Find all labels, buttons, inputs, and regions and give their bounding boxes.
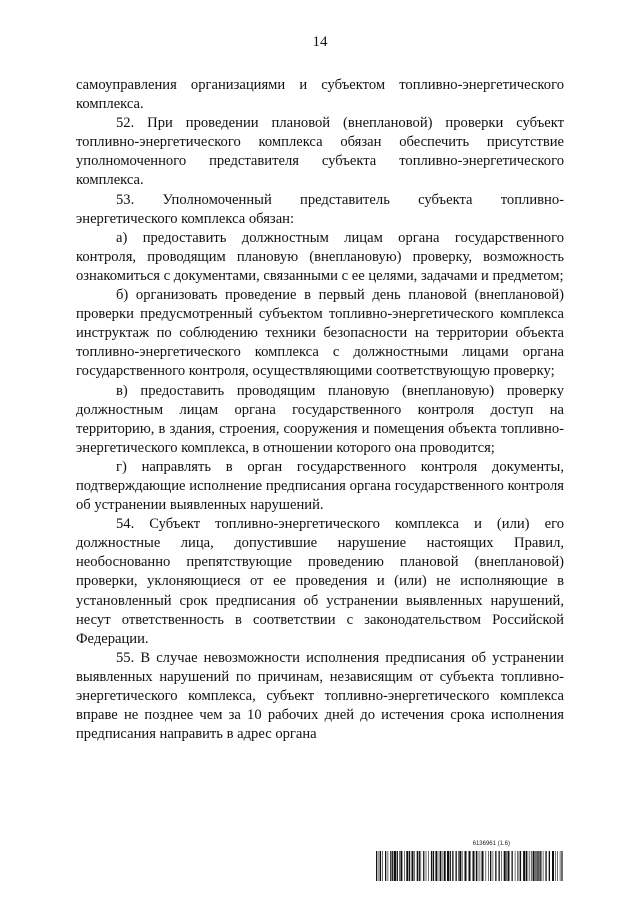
- barcode-bar: [442, 851, 443, 881]
- barcode-bar: [392, 851, 393, 881]
- page-number: 14: [312, 34, 328, 50]
- barcode-bar: [458, 851, 459, 881]
- barcode-bar: [555, 851, 556, 881]
- barcode-bar: [444, 851, 446, 881]
- paragraph-53-v: в) предоставить проводящим плановую (внеплановую) проверку должностным лицам органа государственного контроля доступ на территорию, в здания, строения, сооружения и помещения объекта топливно-энергетического комплекса, в отношении которого она проводится;: [76, 382, 564, 456]
- paragraph-53-g: г) направлять в орган государственного контроля документы, подтверждающие исполнение предписания органа государственного контроля об устранении выявленных нарушений.: [76, 458, 564, 514]
- barcode-bar: [435, 851, 437, 881]
- barcode-bar: [399, 851, 400, 881]
- barcode-bar: [421, 851, 422, 881]
- barcode-bar: [447, 851, 449, 881]
- barcode-bar: [552, 851, 554, 881]
- barcode-bar: [545, 851, 546, 881]
- barcode-bar: [450, 851, 451, 881]
- barcode-bar: [476, 851, 477, 881]
- barcode-bar: [519, 851, 520, 881]
- barcode-bar: [385, 851, 386, 881]
- barcode-bar: [486, 851, 487, 881]
- barcode-bar: [557, 851, 558, 881]
- barcode-bar: [417, 851, 418, 881]
- barcode-bar: [414, 851, 415, 881]
- barcode-bar: [538, 851, 539, 881]
- paragraph-54: 54. Субъект топливно-энергетического комплекса и (или) его должностные лица, допустившие нарушение настоящих Правил, необоснованно препятствующие проведению плановой (внеплановой) проверки, уклоняющиеся от ее проведения и (или) не исполняющие в установленный срок предписания об устранении выявленных нарушений, несут ответственность в соответствии с законодательством Российской Федерации.: [76, 516, 564, 647]
- barcode-bar: [419, 851, 420, 881]
- barcode-bar: [380, 851, 381, 881]
- barcode-bar: [376, 851, 377, 881]
- barcode-bar: [404, 851, 405, 881]
- paragraph-53-a: а) предоставить должностным лицам органа государственного контроля, проводящим плановую (внеплановую) проверку, возможность ознакомиться с документами, связанными с ее целями, задачами и предметом;: [76, 229, 564, 284]
- barcode-bar: [535, 851, 536, 881]
- barcode-bar: [504, 851, 506, 881]
- barcode-bar: [397, 851, 398, 881]
- barcode-bar: [536, 851, 537, 881]
- barcode-bar: [517, 851, 518, 881]
- barcode-bar: [452, 851, 453, 881]
- barcode-bar: [459, 851, 461, 881]
- barcode-bar: [412, 851, 414, 881]
- barcode-bar: [465, 851, 467, 881]
- barcode-bar: [456, 851, 457, 881]
- barcode-bar: [469, 851, 471, 881]
- barcode-bar: [400, 851, 402, 881]
- paragraph-52: 52. При проведении плановой (внеплановой) проверки субъект топливно-энергетического комплекса обязан обеспечить присутствие уполномоченного представителя субъекта топливно-энергетического комплекса.: [76, 115, 564, 189]
- barcode-bar: [512, 851, 513, 881]
- barcode-bar: [543, 851, 544, 881]
- barcode-bar: [523, 851, 525, 881]
- barcode-bar: [426, 851, 427, 881]
- barcode-bar: [428, 851, 429, 881]
- paragraph-55: 55. В случае невозможности исполнения предписания об устранении выявленных нарушений по причинам, независящим от субъекта топливно-энергетического комплекса, субъект топливно-энергетического комплекса вправе не позднее чем за 10 рабочих дней до истечения срока исполнения предписания направить в адрес органа: [76, 649, 564, 743]
- barcode-bar: [482, 851, 484, 881]
- document-barcode: [376, 841, 564, 881]
- barcode-bar: [431, 851, 432, 881]
- barcode-bar: [562, 851, 563, 881]
- barcode-bar: [493, 851, 494, 881]
- barcode-bar: [433, 851, 434, 881]
- barcode-bar: [508, 851, 510, 881]
- barcode-bar: [379, 851, 380, 881]
- barcode-bar: [530, 851, 531, 881]
- barcode-number: 6136961 (1.6): [472, 841, 510, 847]
- barcode-bar: [490, 851, 491, 881]
- barcode-bar: [409, 851, 410, 881]
- barcode-bar: [520, 851, 521, 881]
- barcode-bar: [440, 851, 441, 881]
- barcode-bar: [506, 851, 507, 881]
- document-body: [76, 76, 564, 744]
- barcode-bar: [499, 851, 500, 881]
- barcode-bar: [480, 851, 481, 881]
- paragraph-53: 53. Уполномоченный представитель субъекта топливно-энергетического комплекса обязан:: [76, 191, 564, 227]
- barcode-bar: [515, 851, 516, 881]
- barcode-bar: [473, 851, 475, 881]
- barcode-bar: [439, 851, 440, 881]
- barcode-icon: [376, 851, 564, 881]
- barcode-bar: [560, 851, 561, 881]
- barcode-bar: [390, 851, 391, 881]
- barcode-bar: [462, 851, 463, 881]
- barcode-bar: [382, 851, 383, 881]
- barcode-bar: [531, 851, 532, 881]
- barcode-bar: [406, 851, 408, 881]
- barcode-bar: [388, 851, 389, 881]
- barcode-bar: [540, 851, 541, 881]
- barcode-bar: [423, 851, 424, 881]
- barcode-bar: [528, 851, 529, 881]
- barcode-bar: [501, 851, 502, 881]
- barcode-bar: [394, 851, 396, 881]
- barcode-bar: [533, 851, 535, 881]
- paragraph-51-continuation: самоуправления организациями и субъектом топливно-энергетического комплекса.: [76, 77, 564, 113]
- barcode-bar: [526, 851, 527, 881]
- barcode-bar: [488, 851, 489, 881]
- paragraph-53-b: б) организовать проведение в первый день плановой (внеплановой) проверки предусмотренный субъектом топливно-энергетического комплекса инструктаж по соблюдению техники безопасности на территории объекта топливно-энергетического комплекса с должностными лицами органа государственного контроля, осуществляющими соответствующую проверку;: [76, 287, 564, 380]
- barcode-bar: [549, 851, 550, 881]
- barcode-bar: [495, 851, 496, 881]
- barcode-bar: [478, 851, 479, 881]
- barcode-bar: [561, 851, 562, 881]
